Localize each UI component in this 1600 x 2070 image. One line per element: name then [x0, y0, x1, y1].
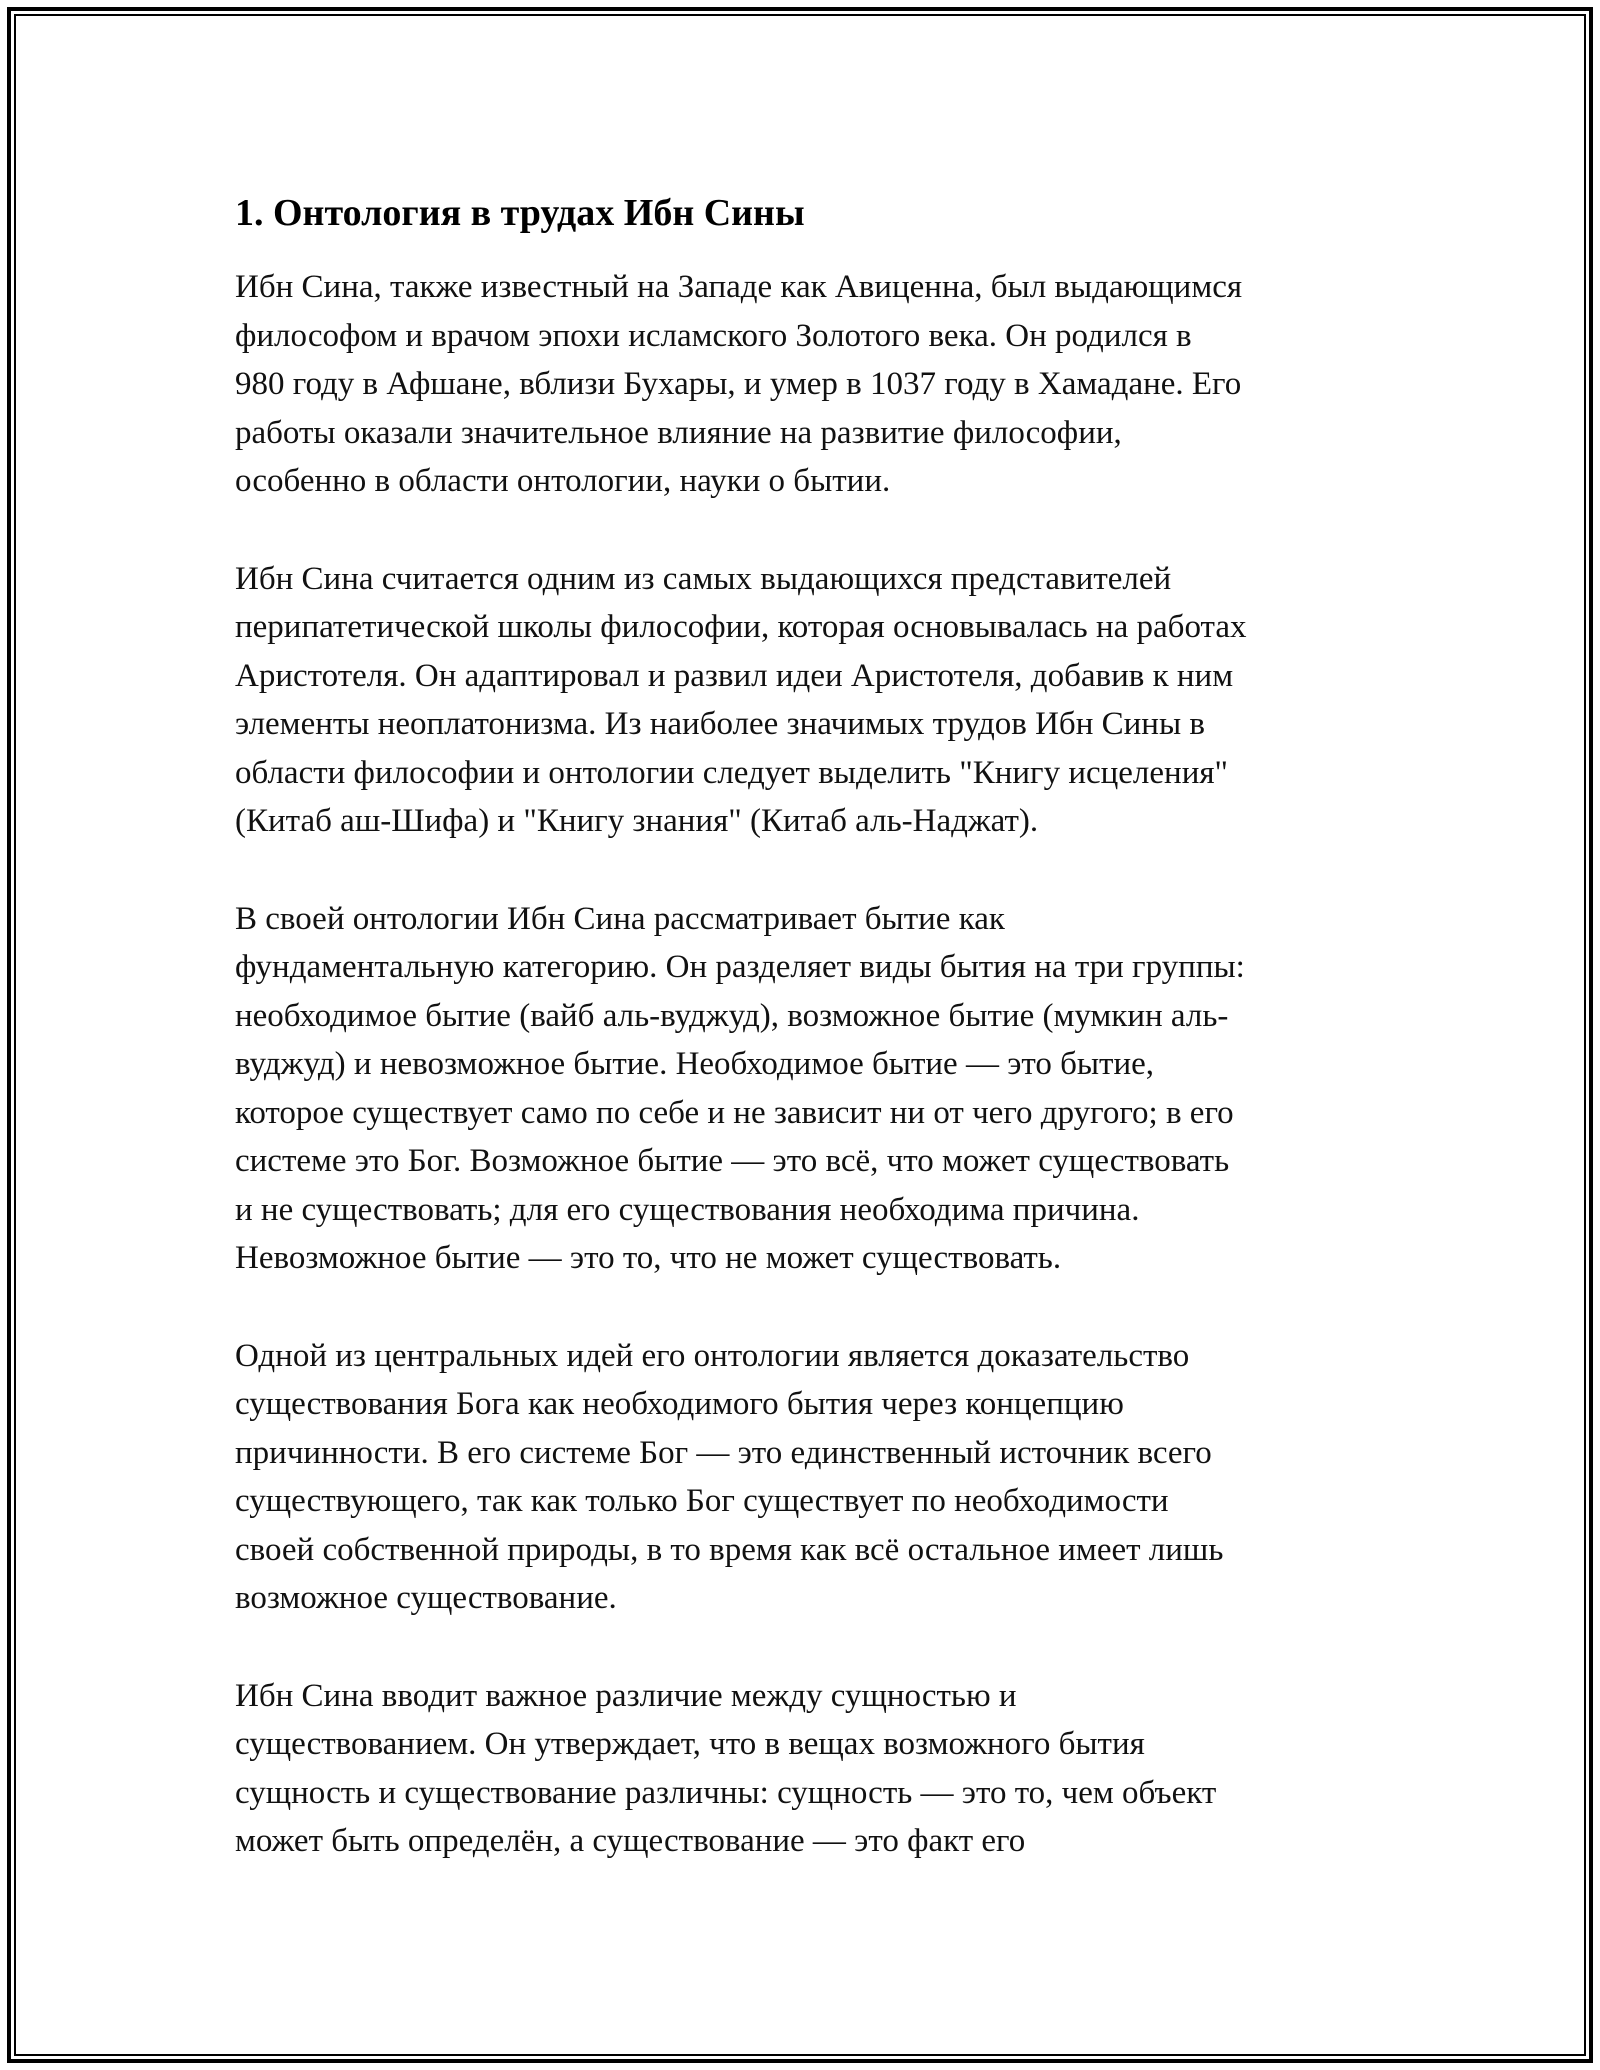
text-line: перипатетической школы философии, которая основывалась на работах: [235, 609, 1247, 645]
text-line: работы оказали значительное влияние на развитие философии,: [235, 414, 1122, 451]
text-line: и не существовать; для его существования необходима причина.: [235, 1191, 1140, 1228]
text-line: Одной из центральных идей его онтологии является доказательство: [235, 1337, 1190, 1374]
text-line: возможное существование.: [235, 1580, 617, 1616]
text-line: системе это Бог. Возможное бытие — это всё, что может существовать: [235, 1143, 1230, 1179]
text-line: особенно в области онтологии, науки о бытии.: [235, 463, 891, 499]
text-line: существования Бога как необходимого бытия через концепцию: [235, 1386, 1124, 1422]
text-line: (Китаб аш-Шифа) и "Книгу знания" (Китаб аль-Наджат).: [235, 803, 1039, 839]
text-line: своей собственной природы, в то время как всё остальное имеет лишь: [235, 1531, 1224, 1568]
text-line: существованием. Он утверждает, что в вещах возможного бытия: [235, 1726, 1145, 1762]
text-line: Ибн Сина считается одним из самых выдающихся представителей: [235, 560, 1172, 597]
text-line: области философии и онтологии следует выделить "Книгу исцеления": [235, 754, 1229, 791]
text-line: Невозможное бытие — это то, что не может существовать.: [235, 1240, 1062, 1276]
paragraph-1: [235, 263, 1385, 506]
text-line: Аристотеля. Он адаптировал и развил идеи Аристотеля, добавив к ним: [235, 657, 1234, 694]
text-line: элементы неоплатонизма. Из наиболее значимых трудов Ибн Сины в: [235, 706, 1205, 742]
text-line: Ибн Сина вводит важное различие между сущностью и: [235, 1677, 1017, 1714]
section-heading: 1. Онтология в трудах Ибн Сины: [235, 192, 805, 234]
text-line: Ибн Сина, также известный на Западе как Авиценна, был выдающимся: [235, 269, 1243, 305]
text-line: вуджуд) и невозможное бытие. Необходимое бытие — это бытие,: [235, 1046, 1155, 1082]
paragraph-2: [235, 555, 1385, 846]
text-line: необходимое бытие (вайб аль-вуджуд), возможное бытие (мумкин аль-: [235, 997, 1229, 1034]
text-line: В своей онтологии Ибн Сина рассматривает бытие как: [235, 900, 1005, 937]
paragraph-4: [235, 1332, 1385, 1623]
text-line: сущность и существование различны: сущность — это то, чем объект: [235, 1774, 1217, 1811]
text-line: философом и врачом эпохи исламского Золотого века. Он родился в: [235, 317, 1192, 354]
text-line: может быть определён, а существование — это факт его: [235, 1823, 1026, 1859]
text-line: причинности. В его системе Бог — это единственный источник всего: [235, 1434, 1212, 1471]
text-line: 980 году в Афшане, вблизи Бухары, и умер в 1037 году в Хамадане. Его: [235, 366, 1242, 402]
document-page: [235, 185, 1385, 1915]
paragraph-5: [235, 1672, 1385, 1866]
text-line: которое существует само по себе и не зависит ни от чего другого; в его: [235, 1094, 1234, 1131]
text-line: фундаментальную категорию. Он разделяет виды бытия на три группы:: [235, 949, 1245, 985]
text-line: существующего, так как только Бог существует по необходимости: [235, 1483, 1169, 1519]
paragraph-3: [235, 895, 1385, 1283]
